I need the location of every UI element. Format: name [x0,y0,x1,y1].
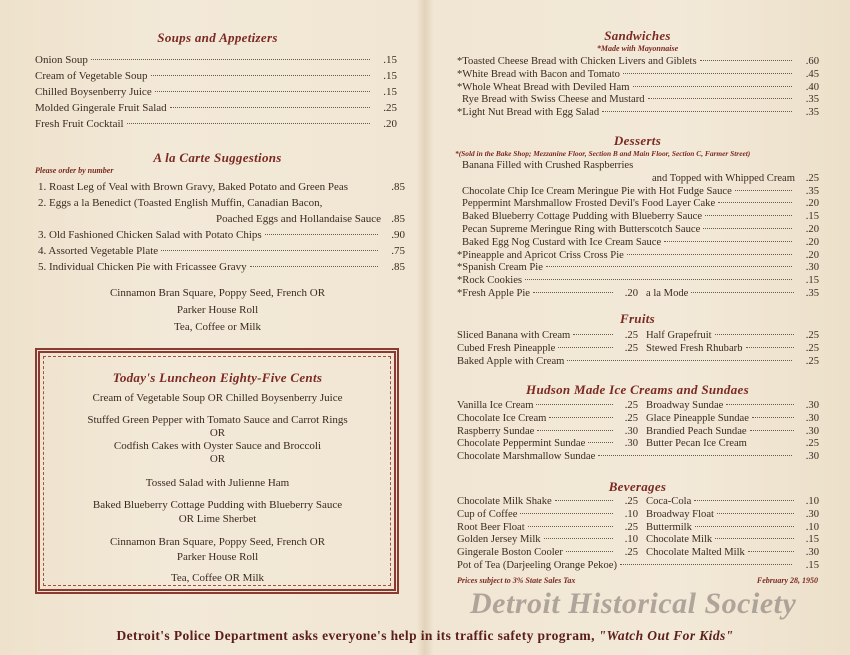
menu-item [457,356,819,369]
item-price: .35 [805,185,819,197]
item-price: .85 [391,213,405,225]
item-price: .25 [624,342,638,354]
item-price: .60 [805,56,819,67]
luncheon-line: Baked Blueberry Cottage Pudding with Blueberry Sauce [92,499,343,511]
item-price: .20 [383,118,397,130]
dot-leader [620,564,792,565]
item-name: Poached Eggs and Hollandaise Sauce [216,213,381,225]
item-price: .20 [805,249,819,261]
dot-leader [170,107,370,108]
item-price: .25 [624,547,638,559]
luncheon-heading: Today's Luncheon Eighty-Five Cents [112,370,323,385]
item-price: .35 [805,107,819,119]
item-name: Molded Gingerale Fruit Salad [35,102,167,114]
item-name: Baked Apple with Cream [457,355,565,367]
dot-leader [533,292,613,293]
item-price: .25 [805,330,819,341]
item-name: Chocolate Milk Shake [457,496,552,507]
item-name: Chocolate Ice Cream [457,412,547,424]
item-price: .85 [391,261,405,273]
item-name: Butter Pecan Ice Cream [646,438,747,450]
dot-leader [250,266,378,267]
menu-item-right [638,522,819,535]
item-price: .85 [391,181,405,193]
menu-item [457,330,819,343]
menu-item-right [638,426,819,439]
alacarte-heading: A la Carte Suggestions [153,150,282,165]
item-name: Sliced Banana with Cream [457,330,571,341]
sandwiches-note: *Made with Mayonnaise [596,44,679,53]
alacarte-extra-2: Parker House Roll [176,304,259,316]
menu-item-right [638,547,819,560]
dot-leader [566,551,613,552]
item-price: .35 [805,287,819,299]
dot-leader [544,538,613,539]
item-name: Onion Soup [35,54,88,66]
dot-leader [750,430,794,431]
menu-item-left [457,509,638,522]
dot-leader [549,417,613,418]
footer-safety-message [0,628,850,644]
dot-leader [598,455,792,456]
dot-leader [695,526,794,527]
item-name: Fresh Fruit Cocktail [35,118,124,130]
item-name: 5. Individual Chicken Pie with Fricassee Gravy [38,261,247,273]
luncheon-line: OR [209,427,226,439]
item-name: *Rock Cookies [457,275,523,287]
menu-item-left [457,522,638,535]
item-name: Baked Blueberry Cottage Pudding with Blueberry Sauce [462,211,703,223]
item-name: Gingerale Boston Cooler [457,547,563,559]
menu-item-left [457,400,638,413]
menu-item-left [457,438,638,451]
beverages-list [457,496,819,573]
menu-item [38,259,405,275]
menu-item [38,211,405,227]
luncheon-line: Stuffed Green Pepper with Tomato Sauce and Carrot Rings [87,414,348,426]
item-name: Baked Egg Nog Custard with Ice Cream Sauce [462,236,662,248]
item-name: *Pineapple and Apricot Criss Cross Pie [457,249,624,261]
item-name: Pecan Supreme Meringue Ring with Butterscotch Sauce [462,223,701,235]
luncheon-line: Cinnamon Bran Square, Poppy Seed, French OR [109,536,326,548]
item-name: Broadway Sundae [646,400,724,411]
item-price: .75 [391,245,405,257]
menu-item [457,262,819,275]
dot-leader [602,111,792,112]
footer-text: Detroit's Police Department asks everyone's help in its traffic safety program, [116,628,599,643]
dot-leader [588,442,613,443]
item-price: .25 [624,400,638,411]
menu-item [457,82,819,95]
menu-item-right [638,438,819,451]
item-price: .30 [805,547,819,559]
item-name: *Toasted Cheese Bread with Chicken Livers and Giblets [457,56,697,67]
dot-leader [735,190,792,191]
dot-leader [705,215,792,216]
item-price: .25 [805,355,819,367]
item-name: Broadway Float [646,508,714,520]
item-name: Chocolate Peppermint Sundae [457,438,586,450]
desserts-heading: Desserts [613,133,662,148]
icecream-heading: Hudson Made Ice Creams and Sundaes [526,382,749,397]
dot-leader [161,250,378,251]
dot-leader [648,98,792,99]
item-price: .90 [391,229,405,241]
item-name: Banana Filled with Crushed Raspberries [462,160,634,171]
menu-item-left [457,426,638,439]
item-price: .15 [805,559,819,571]
item-name: a la Mode [646,287,689,299]
item-name: Brandied Peach Sundae [646,425,747,437]
fruits-list [457,330,819,368]
item-name: Root Beer Float [457,521,525,533]
dot-leader [752,417,794,418]
menu-item [457,496,819,509]
item-name: Cup of Coffee [457,508,518,520]
item-price: .20 [805,223,819,235]
menu-item-left [457,343,638,356]
dot-leader [694,500,794,501]
item-name: Chocolate Malted Milk [646,547,745,559]
dot-leader [703,228,792,229]
menu-item-right [638,534,819,547]
item-name: *Spanish Cream Pie [457,262,543,274]
dot-leader [528,526,613,527]
dot-leader [127,123,370,124]
item-name: *Whole Wheat Bread with Deviled Ham [457,81,630,93]
beverages-heading: Beverages [608,479,667,494]
dot-leader [91,59,370,60]
item-price: .30 [805,262,819,274]
menu-item [457,173,819,186]
dot-leader [700,60,792,61]
dot-leader [623,73,792,74]
item-price: .25 [383,102,397,114]
item-price: .10 [805,496,819,507]
menu-item [457,198,819,211]
item-price: .30 [805,400,819,411]
dot-leader [726,404,794,405]
menu-item [457,107,819,120]
item-name: *White Bread with Bacon and Tomato [457,68,620,80]
item-name: and Topped with Whipped Cream [651,172,795,184]
menu-item-right [638,413,819,426]
item-name: Rye Bread with Swiss Cheese and Mustard [462,94,645,106]
menu-item [457,451,819,464]
menu-item [457,426,819,439]
alacarte-list [38,179,405,275]
menu-item [457,343,819,356]
item-price: .15 [805,275,819,287]
menu-item [457,400,819,413]
menu-item [457,160,819,173]
menu-item [38,243,405,259]
menu-item [457,560,819,573]
sandwiches-list [457,56,819,120]
fruits-heading: Fruits [619,311,656,326]
dot-leader [546,266,792,267]
item-name: Chocolate Milk [646,534,713,546]
item-name: Half Grapefruit [646,330,712,341]
desserts-note: *(Sold in the Bake Shop; Mezzanine Floor, Section B and Main Floor, Section C, Farmer Street) [455,149,751,158]
item-name: Pot of Tea (Darjeeling Orange Pekoe) [457,559,617,571]
item-name: Chocolate Chip Ice Cream Meringue Pie with Hot Fudge Sauce [462,185,732,197]
menu-item-left [457,534,638,547]
item-name: Buttermilk [646,521,692,533]
dot-leader [715,538,794,539]
luncheon-line: Tea, Coffee OR Milk [170,572,265,584]
dot-leader [746,347,794,348]
alacarte-note: Please order by number [35,166,114,175]
item-price: .25 [805,438,819,450]
menu-item-right [638,509,819,522]
item-price: .10 [624,508,638,520]
menu-item [457,56,819,69]
menu-item [457,250,819,263]
item-price: .10 [805,521,819,533]
dot-leader [537,430,613,431]
menu-item [457,438,819,451]
dot-leader [633,86,793,87]
item-name: *Light Nut Bread with Egg Salad [457,107,600,119]
item-price: .20 [805,198,819,210]
item-name: Glace Pineapple Sundae [646,412,749,424]
menu-item [35,68,397,84]
menu-item-left [457,496,638,509]
item-price: .35 [805,94,819,106]
item-name: Chocolate Marshmallow Sundae [457,451,596,463]
dot-leader [717,513,794,514]
menu-item-left [457,288,638,301]
menu-item [457,547,819,560]
alacarte-extra-3: Tea, Coffee or Milk [173,321,261,333]
sandwiches-heading: Sandwiches [604,28,671,43]
dot-leader [715,334,794,335]
menu-date: February 28, 1950 [756,576,818,585]
footer-slogan: "Watch Out For Kids" [598,628,734,643]
dot-leader [691,292,794,293]
luncheon-line: OR Lime Sherbet [178,513,257,525]
item-price: .25 [805,342,819,354]
menu-item [38,179,405,195]
dot-leader [525,279,792,280]
menu-item [457,186,819,199]
item-name: 3. Old Fashioned Chicken Salad with Potato Chips [38,229,262,241]
item-price: .30 [624,438,638,450]
alacarte-extra-1: Cinnamon Bran Square, Poppy Seed, French OR [109,287,326,299]
item-price: .25 [624,521,638,533]
dot-leader [748,551,794,552]
dot-leader [555,500,613,501]
menu-item-right [638,496,819,509]
menu-item [457,413,819,426]
item-name: Coca-Cola [646,496,692,507]
menu-item-left [457,413,638,426]
menu-item [457,288,819,301]
soups-heading: Soups and Appetizers [157,30,278,45]
item-price: .30 [805,412,819,424]
menu-item [35,84,397,100]
dot-leader [265,234,378,235]
dot-leader [718,202,792,203]
menu-item-right [638,330,819,343]
menu-item [38,227,405,243]
item-price: .45 [805,68,819,80]
item-price: .30 [805,451,819,463]
menu-item-right [638,400,819,413]
menu-item [457,509,819,522]
item-price: .40 [805,81,819,93]
dot-leader [664,241,792,242]
dot-leader [155,91,370,92]
item-name: Raspberry Sundae [457,425,535,437]
item-price: .15 [805,211,819,223]
item-price: .20 [805,236,819,248]
item-name: Vanilla Ice Cream [457,400,534,411]
dot-leader [520,513,613,514]
item-price: .25 [624,412,638,424]
item-name: Stewed Fresh Rhubarb [646,342,743,354]
menu-item [457,224,819,237]
item-price: .15 [383,70,397,82]
tax-note: Prices subject to 3% State Sales Tax [457,576,576,585]
item-price: .15 [383,86,397,98]
menu-item [457,69,819,82]
desserts-list [457,160,819,301]
menu-item-right [638,288,819,301]
item-price: .25 [805,172,819,184]
item-name: 2. Eggs a la Benedict (Toasted English Muffin, Canadian Bacon, [38,197,323,209]
luncheon-line: Tossed Salad with Julienne Ham [145,477,290,489]
menu-item [457,534,819,547]
item-price: .15 [383,54,397,66]
item-price: .30 [805,508,819,520]
luncheon-line: Cream of Vegetable Soup OR Chilled Boysenberry Juice [92,392,343,404]
icecream-list [457,400,819,464]
item-name: Cream of Vegetable Soup [35,70,148,82]
luncheon-line: Parker House Roll [176,551,259,563]
item-name: Cubed Fresh Pineapple [457,342,556,354]
dot-leader [627,254,792,255]
item-name: *Fresh Apple Pie [457,287,530,299]
menu-item [457,211,819,224]
item-name: Peppermint Marshmallow Frosted Devil's Food Layer Cake [462,198,716,210]
menu-item [38,195,405,211]
item-price: .25 [624,496,638,507]
menu-item [35,116,397,132]
menu-item [457,275,819,288]
item-name: Golden Jersey Milk [457,534,541,546]
menu-item [35,52,397,68]
item-price: .20 [624,287,638,299]
item-name: Chilled Boysenberry Juice [35,86,152,98]
menu-item-right [638,343,819,356]
menu-item [457,237,819,250]
item-price: .15 [805,534,819,546]
dot-leader [567,360,792,361]
dot-leader [151,75,370,76]
menu-item-left [457,547,638,560]
menu-item-left [457,330,638,343]
item-price: .10 [624,534,638,546]
item-price: .30 [624,425,638,437]
dot-leader [536,404,613,405]
menu-item [35,100,397,116]
soups-list [35,52,397,132]
item-name: 1. Roast Leg of Veal with Brown Gravy, Baked Potato and Green Peas [38,181,349,193]
menu-item [457,522,819,535]
item-name: 4. Assorted Vegetable Plate [38,245,159,257]
dot-leader [573,334,613,335]
luncheon-line: OR [209,453,226,465]
luncheon-line: Codfish Cakes with Oyster Sauce and Broccoli [113,440,322,452]
item-price: .25 [624,330,638,341]
watermark: Detroit Historical Society [470,587,797,620]
item-price: .30 [805,425,819,437]
menu-item [457,94,819,107]
dot-leader [558,347,613,348]
